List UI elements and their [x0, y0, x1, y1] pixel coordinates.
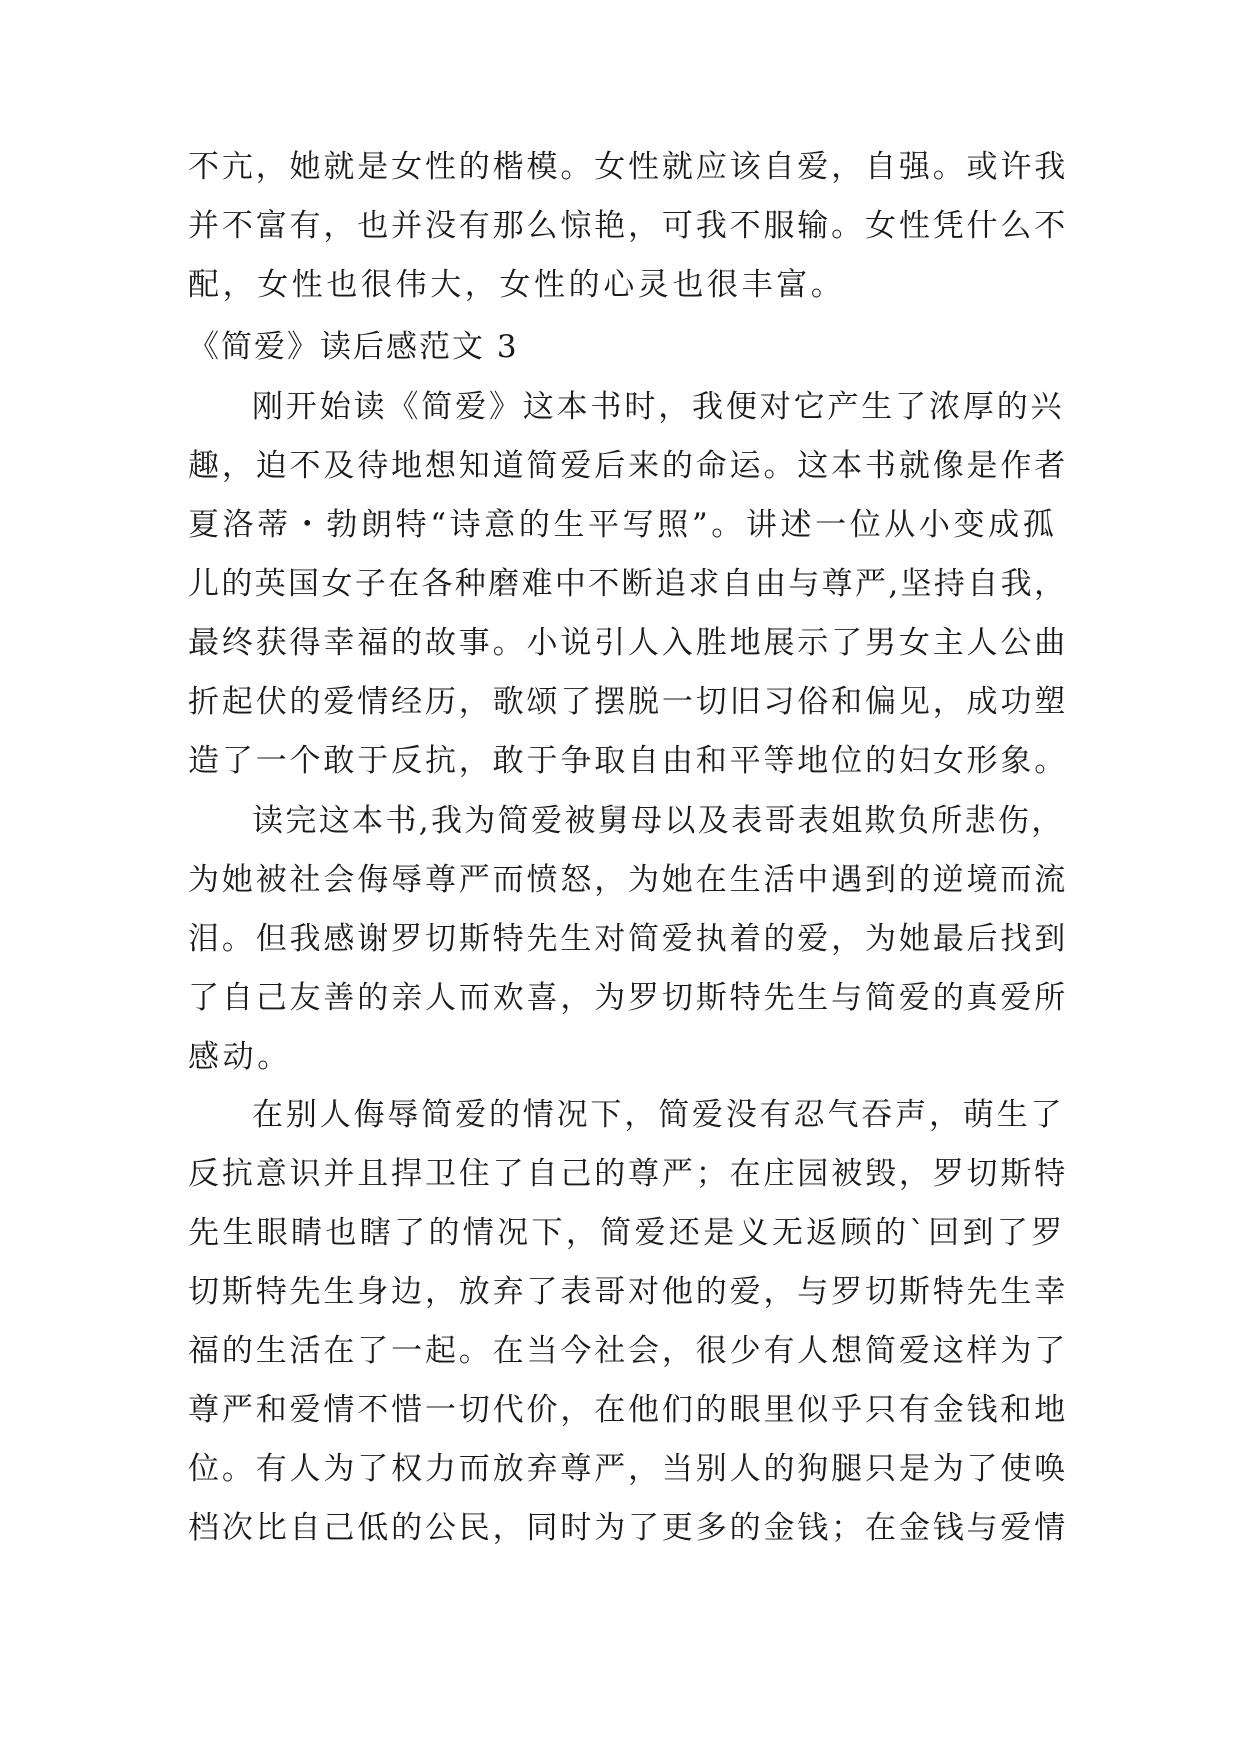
text-line: 造了一个敢于反抗，敢于争取自由和平等地位的妇女形象。 — [188, 743, 1069, 779]
paragraph-3 — [188, 1086, 1068, 1558]
text-line: 在别人侮辱简爱的情况下，简爱没有忍气吞声，萌生了 — [252, 1097, 1065, 1133]
text-line: 配，女性也很伟大，女性的心灵也很丰富。 — [188, 267, 846, 303]
text-line: 为她被社会侮辱尊严而愤怒，为她在生活中遇到的逆境而流 — [188, 862, 1069, 898]
text-line: 儿的英国女子在各种磨难中不断追求自由与尊严,坚持自我， — [188, 566, 1068, 602]
text-line: 档次比自己低的公民，同时为了更多的金钱；在金钱与爱情 — [188, 1510, 1069, 1546]
section-heading-block — [188, 318, 1068, 377]
text-line: 福的生活在了一起。在当今社会，很少有人想简爱这样为了 — [188, 1333, 1069, 1369]
text-line: 夏洛蒂・勃朗特“诗意的生平写照”。讲述一位从小变成孤 — [188, 507, 1058, 543]
text-line: 最终获得幸福的故事。小说引人入胜地展示了男女主人公曲 — [188, 625, 1069, 661]
text-line: 感动。 — [188, 1039, 292, 1075]
text-line: 并不富有，也并没有那么惊艳，可我不服输。女性凭什么不 — [188, 208, 1069, 244]
text-line: 读完这本书,我为简爱被舅母以及表哥表姐欺负所悲伤， — [252, 803, 1065, 839]
text-line: 先生眼睛也瞎了的情况下，简爱还是义无返顾的`回到了罗 — [188, 1215, 1066, 1251]
paragraph-1 — [188, 378, 1068, 791]
text-line: 了自己友善的亲人而欢喜，为罗切斯特先生与简爱的真爱所 — [188, 980, 1069, 1016]
text-line: 反抗意识并且捍卫住了自己的尊严；在庄园被毁，罗切斯特 — [188, 1156, 1069, 1192]
text-line: 趣，迫不及待地想知道简爱后来的命运。这本书就像是作者 — [188, 448, 1069, 484]
text-line: 位。有人为了权力而放弃尊严，当别人的狗腿只是为了使唤 — [188, 1451, 1069, 1487]
text-line: 泪。但我感谢罗切斯特先生对简爱执着的爱，为她最后找到 — [188, 921, 1069, 957]
text-line: 不亢，她就是女性的楷模。女性就应该自爱，自强。或许我 — [188, 149, 1069, 185]
text-line: 切斯特先生身边，放弃了表哥对他的爱，与罗切斯特先生幸 — [188, 1274, 1069, 1310]
paragraph-2 — [188, 792, 1068, 1087]
text-line: 折起伏的爱情经历，歌颂了摆脱一切旧习俗和偏见，成功塑 — [188, 684, 1069, 720]
text-line: 尊严和爱情不惜一切代价，在他们的眼里似乎只有金钱和地 — [188, 1392, 1069, 1428]
top-paragraph — [188, 138, 1068, 315]
text-line: 刚开始读《简爱》这本书时，我便对它产生了浓厚的兴 — [252, 389, 1065, 425]
section-heading: 《简爱》读后感范文 3 — [188, 329, 519, 365]
